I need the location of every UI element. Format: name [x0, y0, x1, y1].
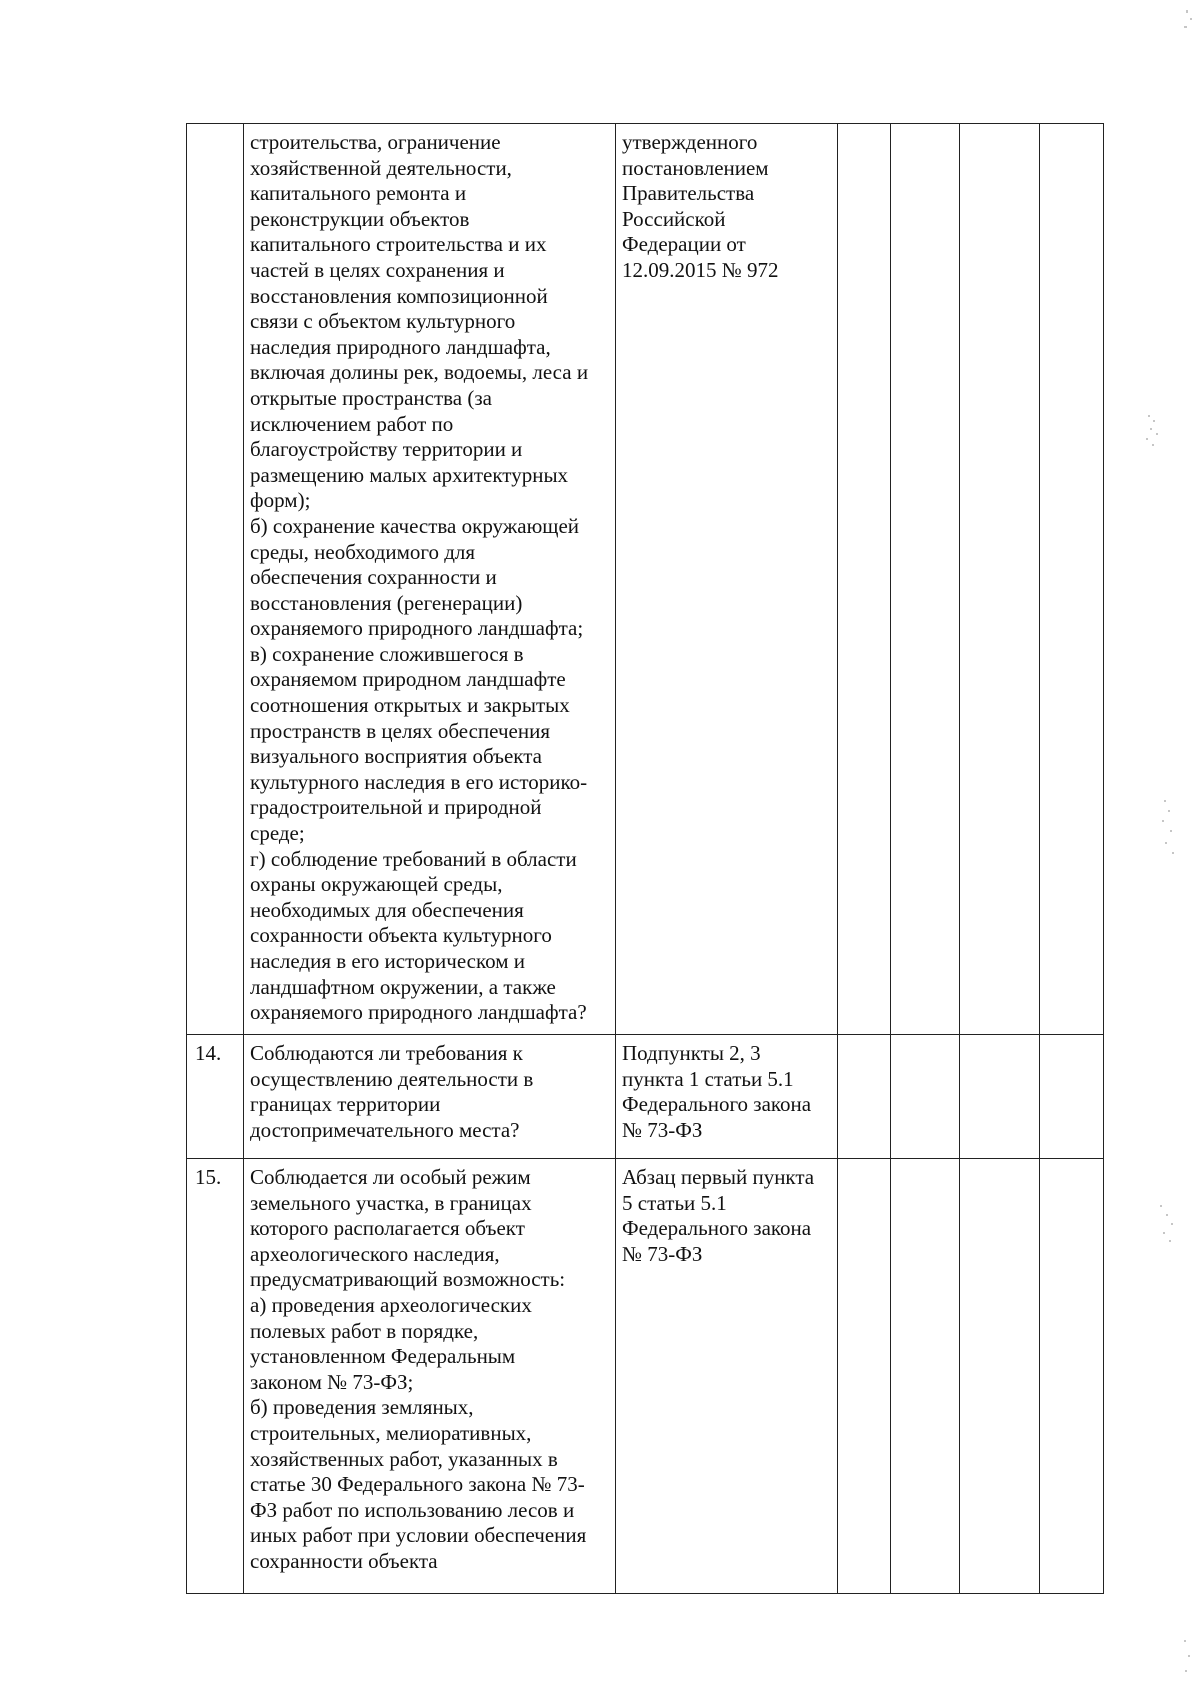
answer-not-applicable-cell — [960, 1035, 1040, 1159]
answer-no-cell — [891, 1035, 960, 1159]
table-row — [187, 1035, 1104, 1159]
row-number: 15. — [187, 1159, 244, 1594]
notes-cell — [1040, 1035, 1104, 1159]
row-number — [187, 124, 244, 1035]
legal-reference: Подпункты 2, 3 пункта 1 статьи 5.1 Федерального закона № 73-ФЗ — [616, 1035, 838, 1159]
answer-not-applicable-cell — [960, 1159, 1040, 1594]
requirement-text: Соблюдается ли особый режим земельного участка, в границах которого располагается объект археологического наследия, предусматривающий возможность: а) проведения археологических полевых работ в порядке, установленном Федеральным законом № 73-ФЗ; б) проведения земляных, строительных, мелиоративных, хозяйственных работ, указанных в статье 30 Федерального закона № 73- ФЗ работ по использованию лесов и иных работ при условии обеспечения сохранности объекта — [244, 1159, 616, 1594]
notes-cell — [1040, 124, 1104, 1035]
answer-yes-cell — [838, 1035, 891, 1159]
answer-no-cell — [891, 1159, 960, 1594]
table-row — [187, 1159, 1104, 1594]
legal-reference: утвержденного постановлением Правительства Российской Федерации от 12.09.2015 № 972 — [616, 124, 838, 1035]
requirement-text: Соблюдаются ли требования к осуществлению деятельности в границах территории достопримечательного места? — [244, 1035, 616, 1159]
legal-reference: Абзац первый пункта 5 статьи 5.1 Федерального закона № 73-ФЗ — [616, 1159, 838, 1594]
checklist-table — [186, 123, 1104, 1594]
row-number: 14. — [187, 1035, 244, 1159]
scan-noise-marks — [1140, 0, 1200, 1698]
notes-cell — [1040, 1159, 1104, 1594]
answer-yes-cell — [838, 124, 891, 1035]
answer-not-applicable-cell — [960, 124, 1040, 1035]
answer-no-cell — [891, 124, 960, 1035]
requirement-text: строительства, ограничение хозяйственной деятельности, капитального ремонта и реконструкции объектов капитального строительства и их частей в целях сохранения и восстановления композиционной связи с объектом культурного наследия природного ландшафта, включая долины рек, водоемы, леса и открытые пространства (за исключением работ по благоустройству территории и размещению малых архитектурных форм); б) сохранение качества окружающей среды, необходимого для обеспечения сохранности и восстановления (регенерации) охраняемого природного ландшафта; в) сохранение сложившегося в охраняемом природном ландшафте соотношения открытых и закрытых пространств в целях обеспечения визуального восприятия объекта культурного наследия в его историко- градостроительной и природной среде; г) соблюдение требований в области охраны окружающей среды, необходимых для обеспечения сохранности объекта культурного наследия в его историческом и ландшафтном окружении, а также охраняемого природного ландшафта? — [244, 124, 616, 1035]
answer-yes-cell — [838, 1159, 891, 1594]
table-row — [187, 124, 1104, 1035]
